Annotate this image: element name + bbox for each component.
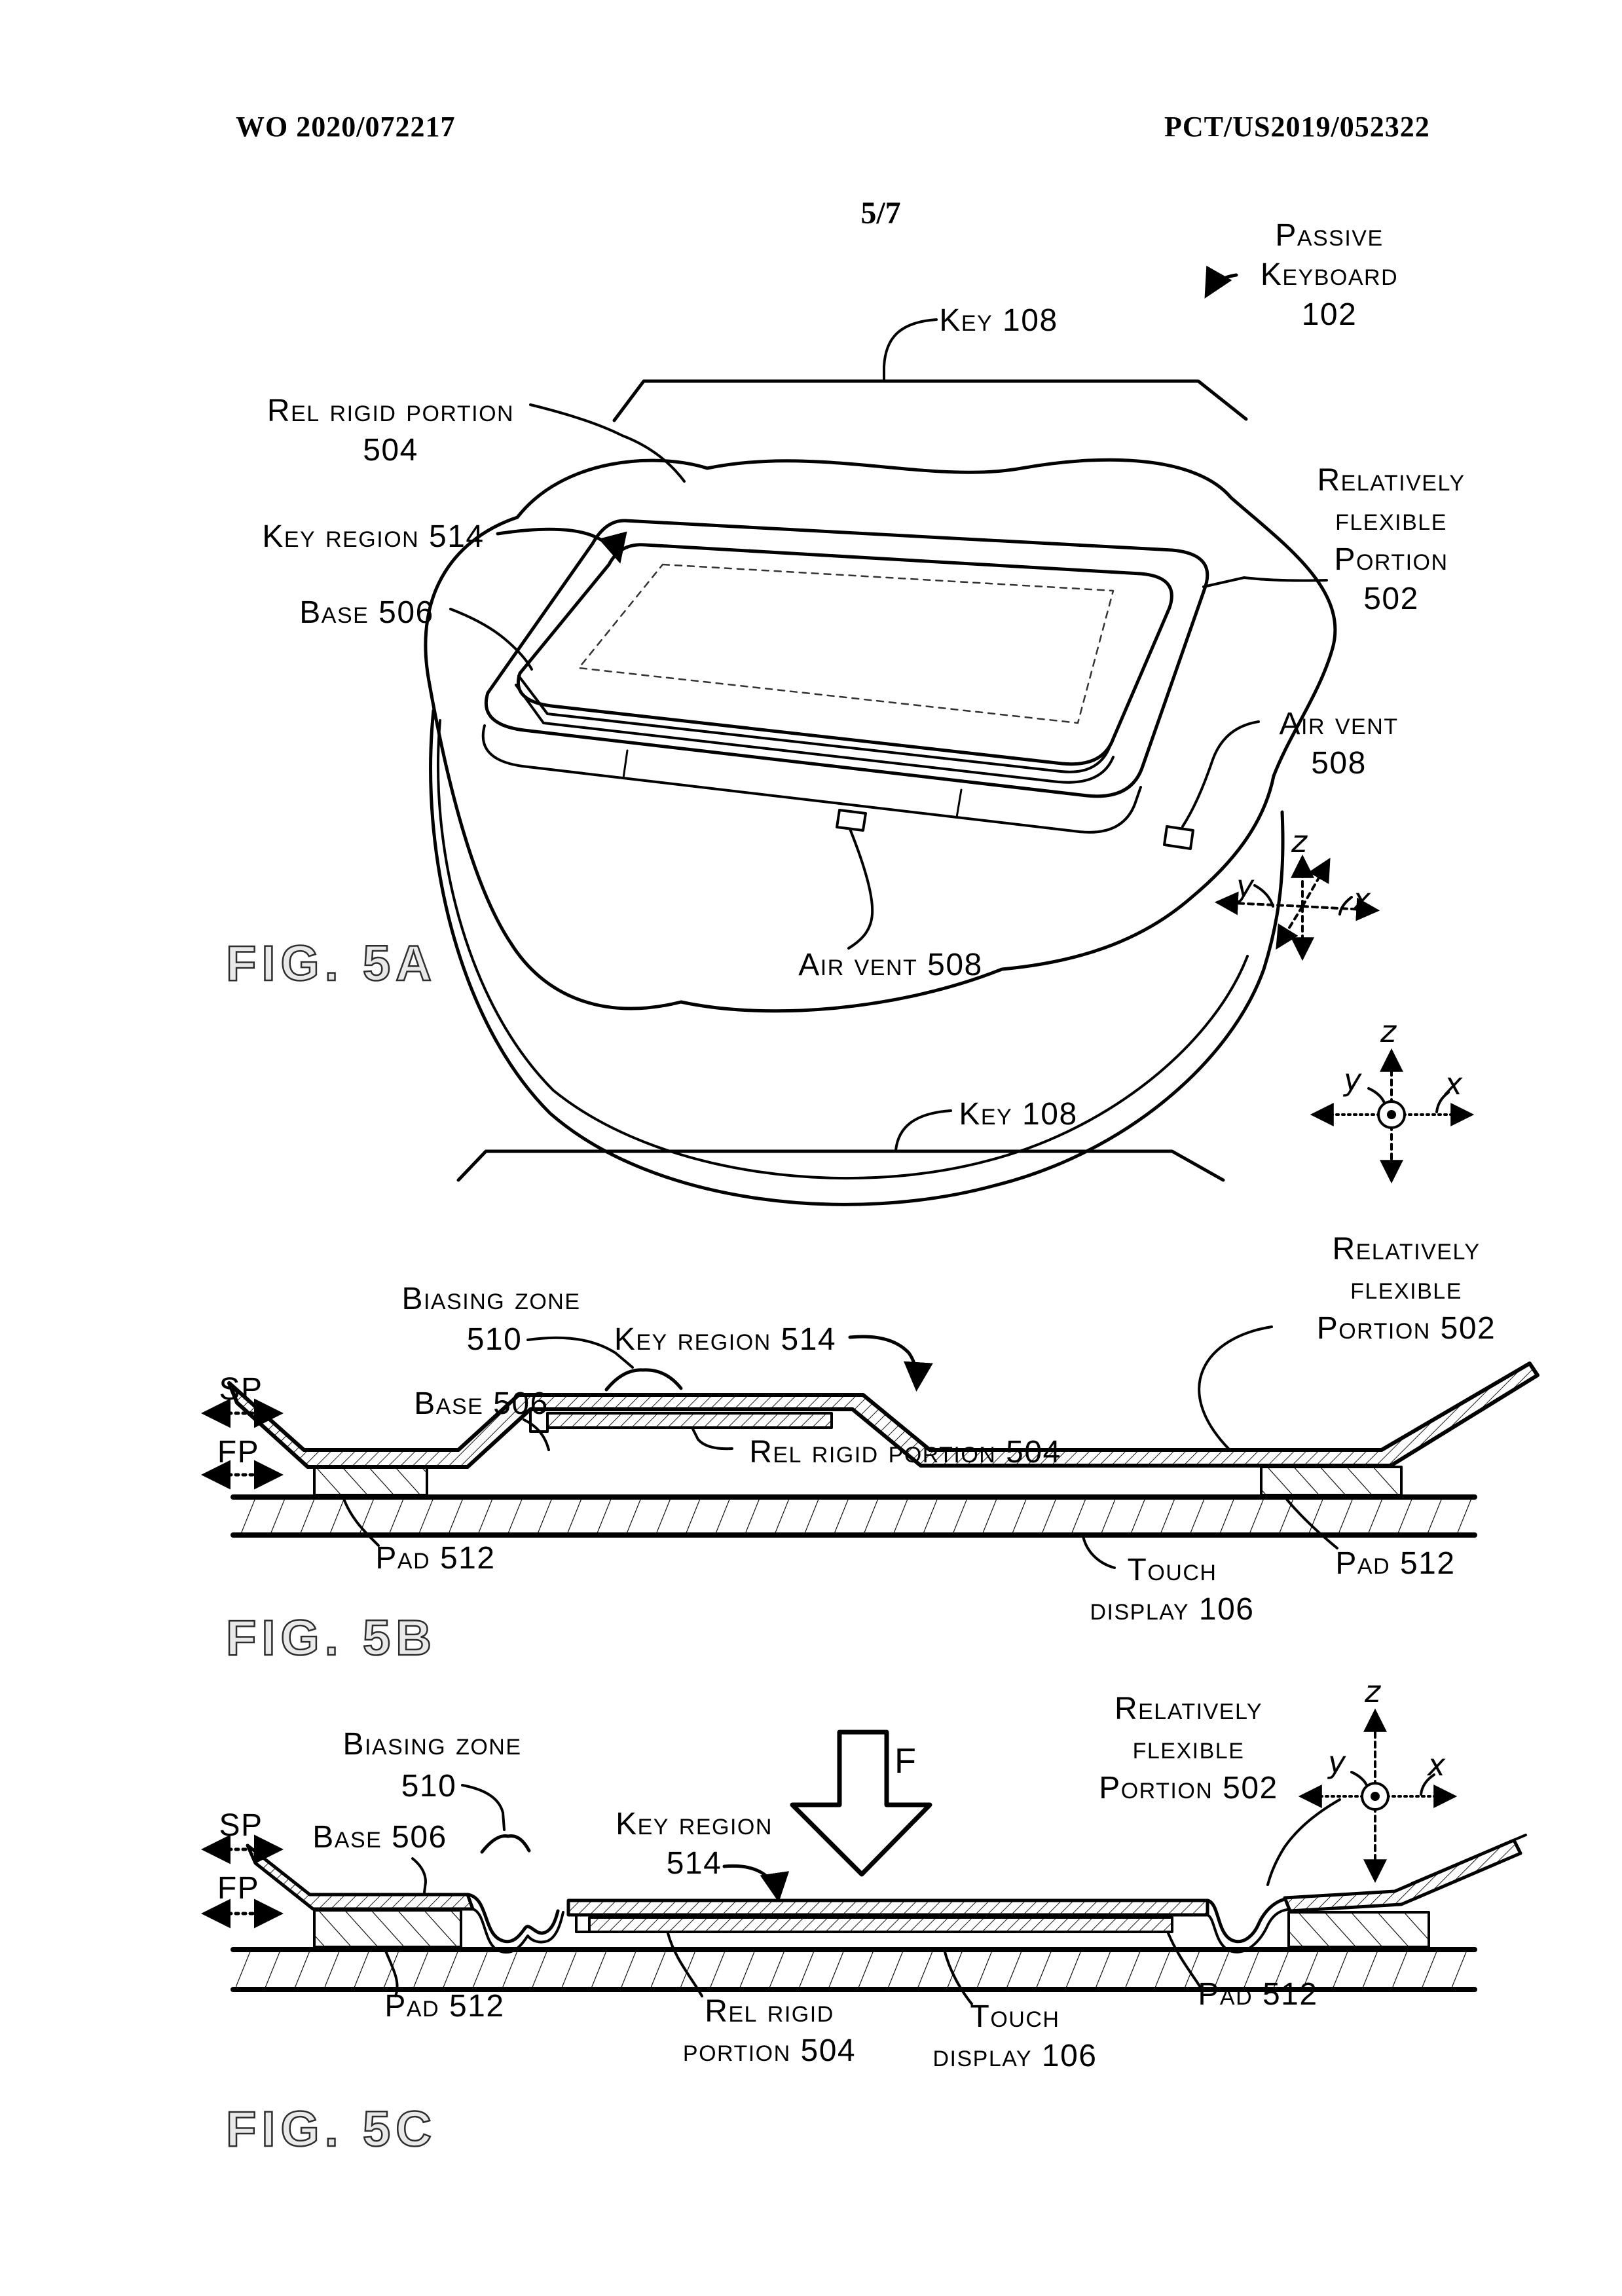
fig5c-key-strip	[568, 1900, 1207, 1915]
fig5c-key-region-label: Key region 514	[616, 1807, 773, 1881]
fig5c-rigid-strip	[589, 1917, 1172, 1932]
fig5a-base-label: Base 506	[299, 595, 434, 630]
fig5b-pad-right	[1261, 1467, 1401, 1495]
fig5b-pad-left-label: Pad 512	[375, 1541, 496, 1576]
fig5a-air-vent-bottom-leader	[849, 829, 872, 948]
fig5c-touch-label: Touch display 106	[932, 1999, 1097, 2074]
fig5c-pad-right	[1289, 1912, 1429, 1947]
fig5b-base-label: Base 506	[414, 1386, 549, 1421]
fig5a-base-outline	[486, 521, 1207, 796]
fig5c-pad-left-label: Pad 512	[384, 1989, 505, 2024]
fig5b-rel-rigid-leader	[693, 1429, 732, 1449]
fig5c-rel-rigid-label: Rel rigid portion 504	[682, 1994, 857, 2069]
fig5b-rel-rigid-label: Rel rigid portion 504	[749, 1435, 1061, 1470]
fig5a-air-vent-right-label: Air vent 508	[1279, 707, 1399, 781]
fig5b-display-band	[236, 1497, 1473, 1535]
fig5a-axis-z: z	[1291, 824, 1308, 859]
fig5b-rigid-strip	[547, 1413, 832, 1428]
fig5a-key-region-dashed	[579, 565, 1113, 723]
fig5b-biasing-label: Biasing zone	[401, 1282, 581, 1316]
fig5b-axis-y: y	[1344, 1062, 1362, 1098]
fig5a-key-bracket	[614, 381, 1246, 420]
fig5a-caption: FIG. 5A	[226, 936, 437, 991]
fig5a-axis-x: x	[1353, 881, 1371, 917]
fig5a-air-vent-tab-right	[1164, 826, 1193, 849]
fig5a-air-vent-right-leader	[1183, 722, 1259, 826]
fig5b-pad-right-label: Pad 512	[1335, 1546, 1456, 1581]
fig5a-key-face-thickness1	[519, 676, 1113, 772]
fig5b-biasing-num: 510	[466, 1322, 523, 1357]
fig5c-biasing-leader	[462, 1785, 504, 1830]
fig5c-pad-left	[314, 1910, 461, 1947]
doc-number: WO 2020/072217	[236, 111, 456, 143]
fig5c-caption: FIG. 5C	[226, 2102, 437, 2157]
fig5c-sp-label: SP	[219, 1808, 263, 1843]
application-number: PCT/US2019/052322	[1164, 111, 1430, 143]
fig5a-key-label: Key 108	[939, 303, 1058, 338]
fig5b-axis-z: z	[1380, 1014, 1397, 1049]
fig5b-key-label: Key 108	[959, 1097, 1078, 1132]
fig5a-drawing	[426, 275, 1375, 1204]
fig5a-flexible-label: Relatively flexible Portion 502	[1317, 463, 1465, 617]
fig5b-pad-left	[314, 1467, 427, 1495]
fig5a-air-vent-bottom-label: Air vent 508	[798, 948, 983, 982]
fig5b-biasing-brace	[606, 1370, 681, 1390]
fig5c-base-label: Base 506	[312, 1820, 447, 1855]
fig5c-pad-right-label: Pad 512	[1198, 1977, 1318, 2012]
fig5b-base-leader	[524, 1420, 549, 1450]
fig5b-touch-label: Touch display 106	[1090, 1553, 1255, 1627]
fig5a-key-region-label: Key region 514	[262, 519, 485, 554]
fig5b-key-region-arrow	[850, 1337, 917, 1386]
fig5b-fp-label: FP	[217, 1435, 260, 1470]
fig5c-biasing-label: Biasing zone	[342, 1727, 522, 1762]
fig5c-axis-z: z	[1365, 1674, 1381, 1709]
fig5c-biasing-num: 510	[401, 1769, 457, 1804]
fig5a-air-vent-tab-bottom	[837, 810, 866, 830]
fig5a-rel-rigid-leader	[530, 405, 684, 481]
fig5a-key-leader	[884, 320, 936, 380]
fig5b-flexible-label: Relatively flexible Portion 502	[1316, 1232, 1496, 1346]
fig5b-caption: FIG. 5B	[226, 1610, 437, 1666]
fig5b-key-leader	[896, 1111, 951, 1150]
sheet-number: 5/7	[860, 196, 901, 231]
fig5b-key-region-label: Key region 514	[614, 1322, 837, 1357]
fig5b-flexible-leader	[1199, 1327, 1272, 1449]
fig5b-sp-label: SP	[219, 1372, 263, 1407]
fig5a-passive-keyboard-label: Passive Keyboard 102	[1260, 218, 1399, 332]
fig5c-force-label: F	[894, 1741, 916, 1781]
fig5c-flexible-label: Relatively flexible Portion 502	[1099, 1692, 1278, 1805]
fig5c-base-leader	[413, 1859, 426, 1893]
fig5c-flexible-leader	[1268, 1800, 1340, 1885]
fig5a-axis-y: y	[1236, 868, 1255, 904]
fig5c-biasing-brace	[482, 1836, 529, 1852]
fig5a-base-leader	[451, 609, 532, 669]
fig5b-axis-x: x	[1445, 1066, 1463, 1102]
fig5c-fp-label: FP	[217, 1871, 260, 1906]
fig5c-axis-x: x	[1428, 1747, 1446, 1783]
fig5a-rel-rigid-label: Rel rigid portion 504	[267, 394, 515, 468]
fig5c-axis-y: y	[1328, 1745, 1346, 1780]
fig5b-key-bracket	[458, 1151, 1223, 1180]
